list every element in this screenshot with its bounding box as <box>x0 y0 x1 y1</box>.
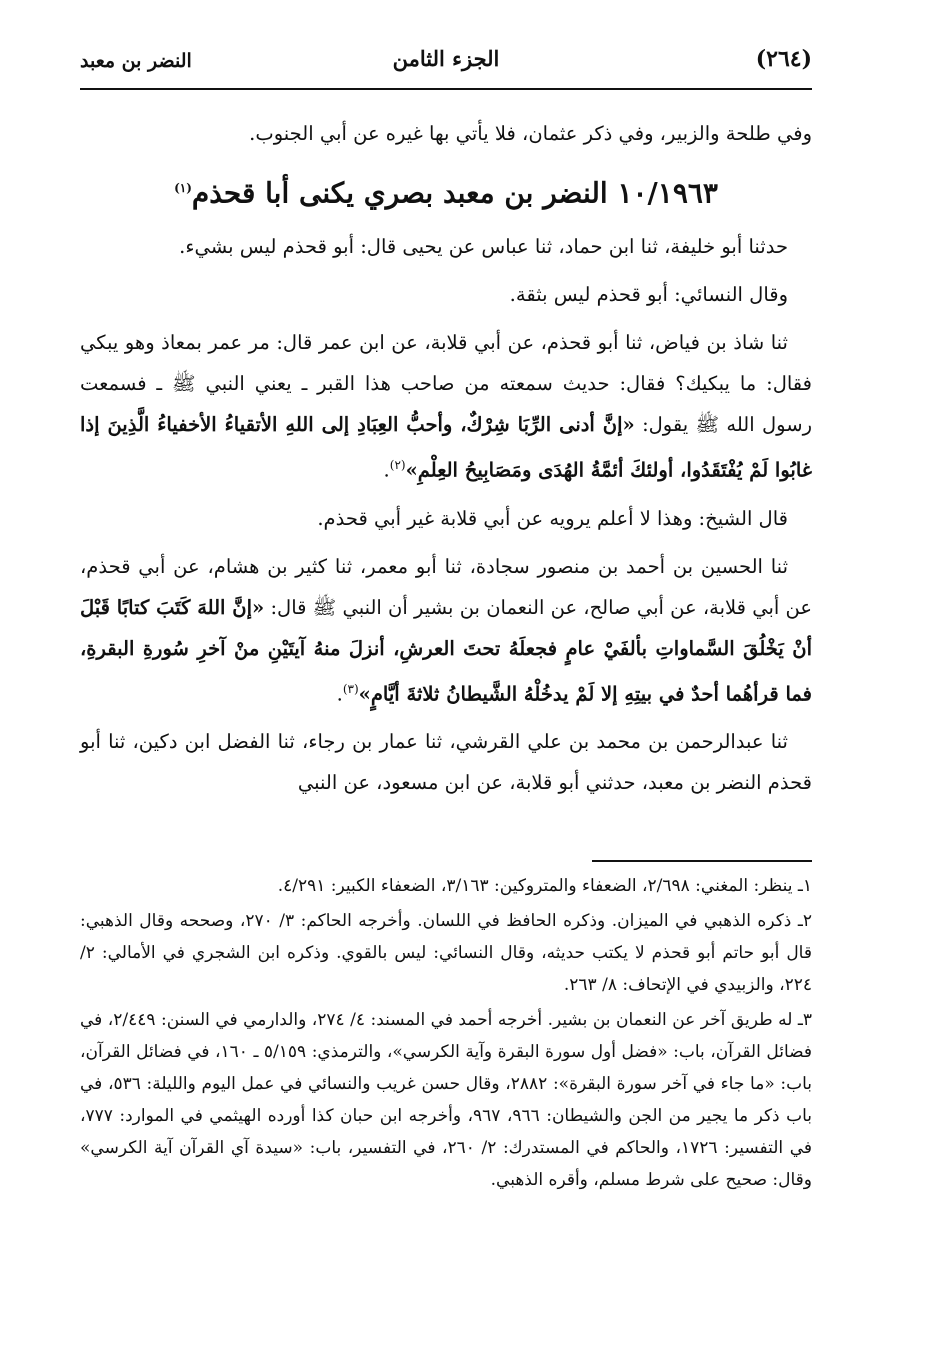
footnote-3: ٣ـ له طريق آخر عن النعمان بن بشير. أخرجه أحمد في المسند: ٤/ ٢٧٤، والدارمي في السنن: ٢/٤٤٩، في فضائل القرآن، باب: «فضل أول سورة البقرة وآية الكرسي»، والترمذي: ٥/١٥٩ ـ ١٦٠، في فضائل القرآن، باب: «ما جاء في آخر سورة البقرة»: ٢٨٨٢، وقال حسن غريب والنسائي في عمل اليوم والليلة: ٥٣٦، في باب ذكر ما يجير من الجن والشيطان: ٩٦٦، ٩٦٧، وأخرجه ابن حبان كذا أورده الهيثمي في الموارد: ٧٧٧، في التفسير: ١٧٢٦، والحاكم في المستدرك: ٢/ ٢٦٠، في التفسير، باب: «سيدة آي القرآن آية الكرسي» وقال: صحيح على شرط مسلم، وأقره الذهبي. <box>80 1010 813 1190</box>
entry-title-text: ١٠/١٩٦٣ النضر بن معبد بصري يكنى أبا قحذم <box>191 176 718 210</box>
hadith-2-end: . <box>336 682 343 706</box>
hadith-2-chain: ثنا الحسين بن أحمد بن منصور سجادة، ثنا أبو معمر، ثنا كثير بن هشام، عن أبي قحذم، عن أبي قلابة، عن أبي صالح، عن النعمان بن بشير أن النبي ﷺ قال: <box>80 554 813 619</box>
paragraph-narration-1: حدثنا أبو خليفة، ثنا ابن حماد، ثنا عباس عن يحيى قال: أبو قحذم ليس بشيء. <box>179 235 788 259</box>
paragraph-continuation: وفي طلحة والزبير، وفي ذكر عثمان، فلا يأتي بها غيره عن أبي الجنوب. <box>249 122 812 145</box>
hadith-1-chain: ثنا شاذ بن فياض، ثنا أبو قحذم، عن أبي قلابة، عن ابن عمر قال: مر عمر بمعاذ وهو يبكي فقال: ما يبكيك؟ فقال: حديث سمعته من صاحب هذا القبر ـ يعني النبي ﷺ ـ فسمعت رسول الله ﷺ يقول: <box>80 331 812 437</box>
header-rule <box>80 88 812 90</box>
hadith-1-text: «إنَّ أدنى الرِّبَا شِرْكٌ، وأحبُّ العِبَادِ إلى اللهِ الأتقياءُ الأخفياءُ الَّذِينَ إذا غابُوا لَمْ يُفْتَقَدُوا، أولئكَ أئمَّةُ الهُدَى ومَصَابِيحُ العِلْمِ» <box>80 413 812 482</box>
footnotes <box>80 870 812 1199</box>
section-name: النضر بن معبد <box>80 50 192 72</box>
paragraph-hadith-2 <box>80 546 812 715</box>
footnote-ref-2: (٢) <box>389 458 406 473</box>
footnote-2: ٢ـ ذكره الذهبي في الميزان. وذكره الحافظ في اللسان. وأخرجه الحاكم: ٣/ ٢٧٠، وصححه وقال الذهبي: قال أبو حاتم أبو قحذم لا يكتب حديثه، وقال النسائي: ليس بالقوي. وذكره ابن الشجري في الأمالي: ٢/ ٢٢٤، والزبيدي في الإتحاف: ٨/ ٢٦٣. <box>80 911 812 995</box>
page-number: (٢٦٤) <box>755 46 812 72</box>
footnote-1: ١ـ ينظر: المغني: ٢/٦٩٨، الضعفاء والمتروكين: ٣/١٦٣، الضعفاء الكبير: ٤/٢٩١. <box>277 876 812 896</box>
paragraph-shaykh-comment: قال الشيخ: وهذا لا أعلم يرويه عن أبي قلابة غير أبي قحذم. <box>317 506 788 530</box>
hadith-2-text: «إنَّ اللهَ كَتَبَ كتابًا قَبْلَ أنْ يَخْلُقَ السَّماواتِ بألفَيْ عامٍ فجعلَهُ تحتَ العرشِ، أنزلَ منهُ آيتَيْنِ منْ آخرِ سُورةِ البقرةِ، فما قرأهُما أحدٌ في بيتِهِ إلا لَمْ يدخُلْهُ الشَّيطانُ ثلاثةَ أيَّامٍ» <box>80 595 812 706</box>
page-header <box>80 40 812 88</box>
footnote-ref-1: (١) <box>174 181 192 195</box>
part-title: الجزء الثامن <box>392 46 500 71</box>
main-text <box>80 113 812 803</box>
paragraph-narration-3: ثنا عبدالرحمن بن محمد بن علي القرشي، ثنا عمار بن رجاء، ثنا الفضل ابن دكين، ثنا أبو قحذم النضر بن معبد، حدثني أبو قلابة، عن ابن مسعود، عن النبي <box>80 730 812 795</box>
paragraph-hadith-1 <box>80 322 812 491</box>
entry-title <box>80 161 812 220</box>
hadith-1-end: . <box>383 458 390 482</box>
paragraph-nasai: وقال النسائي: أبو قحذم ليس بثقة. <box>509 283 788 307</box>
footnote-ref-3: (٣) <box>342 681 359 696</box>
footnote-separator <box>592 860 812 862</box>
